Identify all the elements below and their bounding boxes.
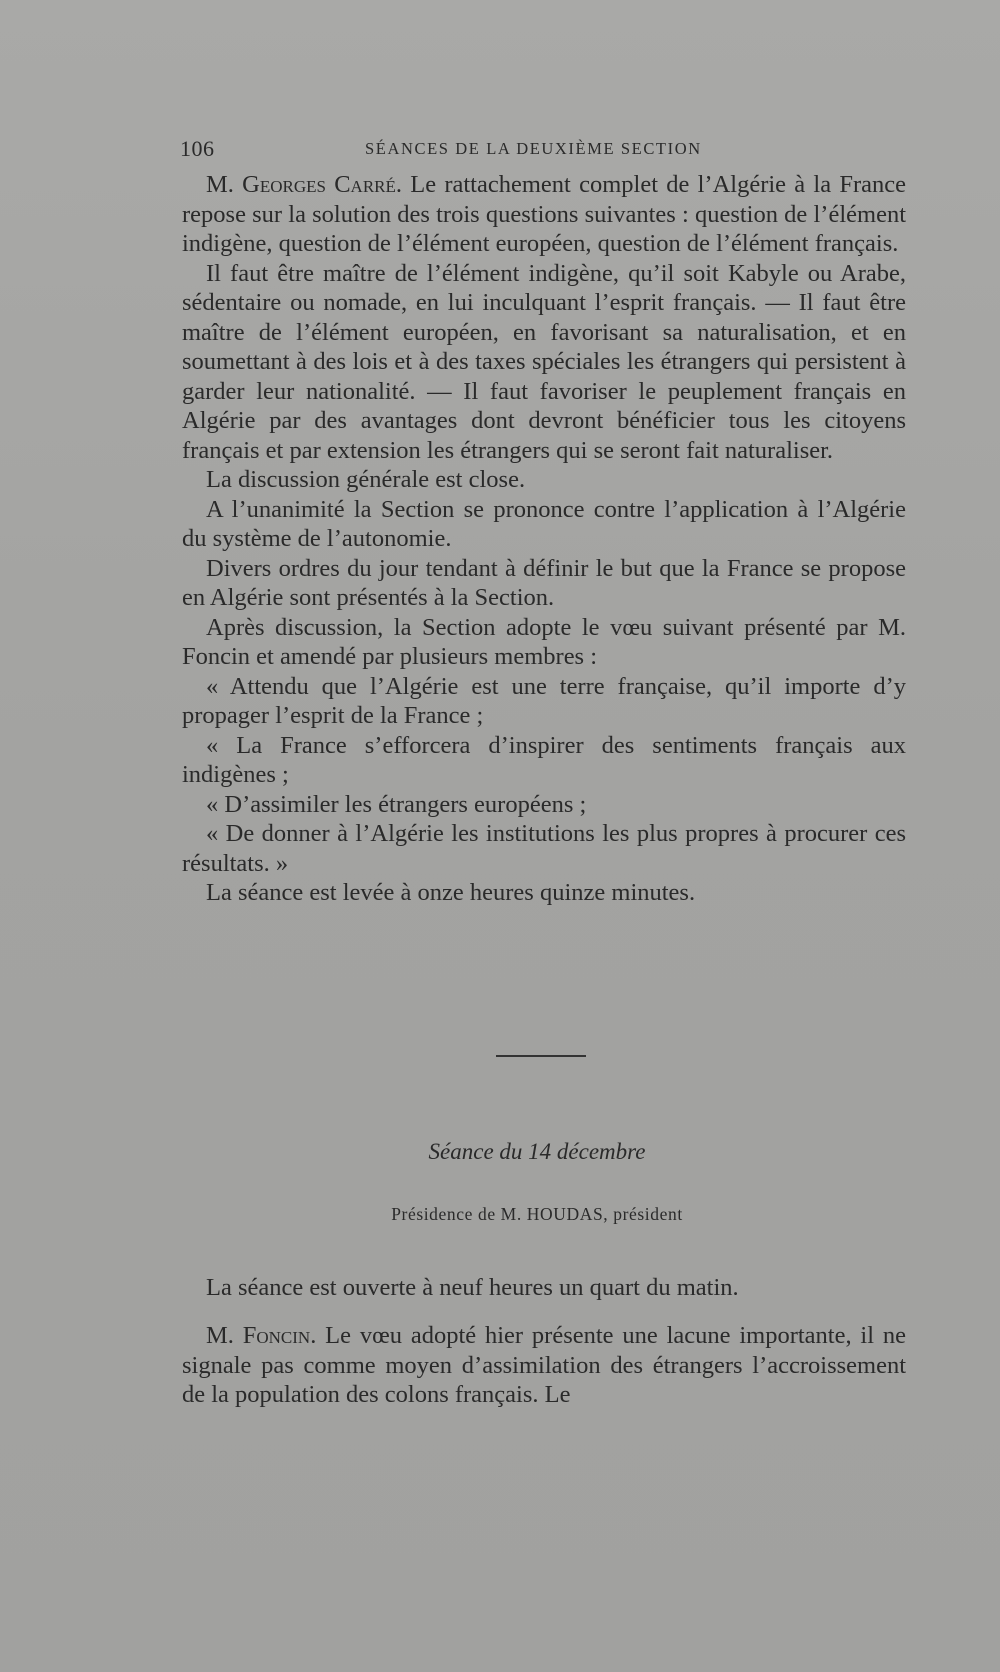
page-header bbox=[180, 136, 725, 160]
section-divider bbox=[496, 1055, 586, 1057]
running-head: SÉANCES DE LA DEUXIÈME SECTION bbox=[365, 139, 702, 158]
quoted-paragraph: « D’assimiler les étrangers européens ; bbox=[206, 790, 587, 818]
paragraph: Après discussion, la Section adopte le vœu suivant présenté par M. Foncin et amendé par plusieurs membres : bbox=[182, 613, 906, 670]
paragraph-foncin bbox=[182, 1321, 906, 1410]
quoted-paragraph: « De donner à l’Algérie les institutions les plus propres à procurer ces résultats. » bbox=[182, 820, 906, 877]
quoted-paragraph: « La France s’efforcera d’inspirer des sentiments français aux indigènes ; bbox=[182, 731, 906, 788]
session-title: Séance du 14 décembre bbox=[428, 1139, 646, 1164]
speaker-name: M. Foncin. bbox=[206, 1322, 317, 1349]
paragraph: A l’unanimité la Section se prononce contre l’application à l’Algérie du système de l’autonomie. bbox=[182, 495, 906, 552]
paragraph-carre bbox=[182, 170, 906, 259]
body-text-block bbox=[182, 1321, 906, 1410]
opening-line: La séance est ouverte à neuf heures un quart du matin. bbox=[206, 1274, 739, 1301]
paragraph: La discussion générale est close. bbox=[206, 466, 526, 493]
paragraph: La séance est levée à onze heures quinze minutes. bbox=[206, 879, 696, 906]
page-number: 106 bbox=[180, 136, 215, 161]
body-text-block bbox=[182, 170, 906, 908]
paragraph: Divers ordres du jour tendant à définir le but que la France se propose en Algérie sont présentés à la Section. bbox=[182, 554, 906, 611]
presidency-line: Présidence de M. HOUDAS, président bbox=[391, 1204, 683, 1224]
paragraph-text: Le rattachement complet de l’Algérie à la France repose sur la solution des trois questions suivantes : question de l’élément indigène, question de l’élément européen, question de l’élément français. bbox=[182, 171, 906, 257]
speaker-name: M. Georges Carré. bbox=[206, 171, 403, 198]
quoted-paragraph: « Attendu que l’Algérie est une terre française, qu’il importe d’y propager l’esprit de la France ; bbox=[182, 672, 906, 729]
paragraph: Il faut être maître de l’élément indigène, qu’il soit Kabyle ou Arabe, sédentaire ou nomade, en lui inculquant l’esprit français. — Il faut être maître de l’élément européen, en favorisant sa naturalisation, et en soumettant à des lois et à des taxes spéciales les étrangers qui persistent à garder leur nationalité. — Il faut favoriser le peuplement français en Algérie par des avantages dont devront bénéficier tous les citoyens français et par extension les étrangers qui se seront fait naturaliser. bbox=[182, 259, 906, 464]
paragraph-text: Le vœu adopté hier présente une lacune importante, il ne signale pas comme moyen d’assimilation des étrangers l’accroissement de la population des colons français. Le bbox=[182, 1322, 906, 1408]
